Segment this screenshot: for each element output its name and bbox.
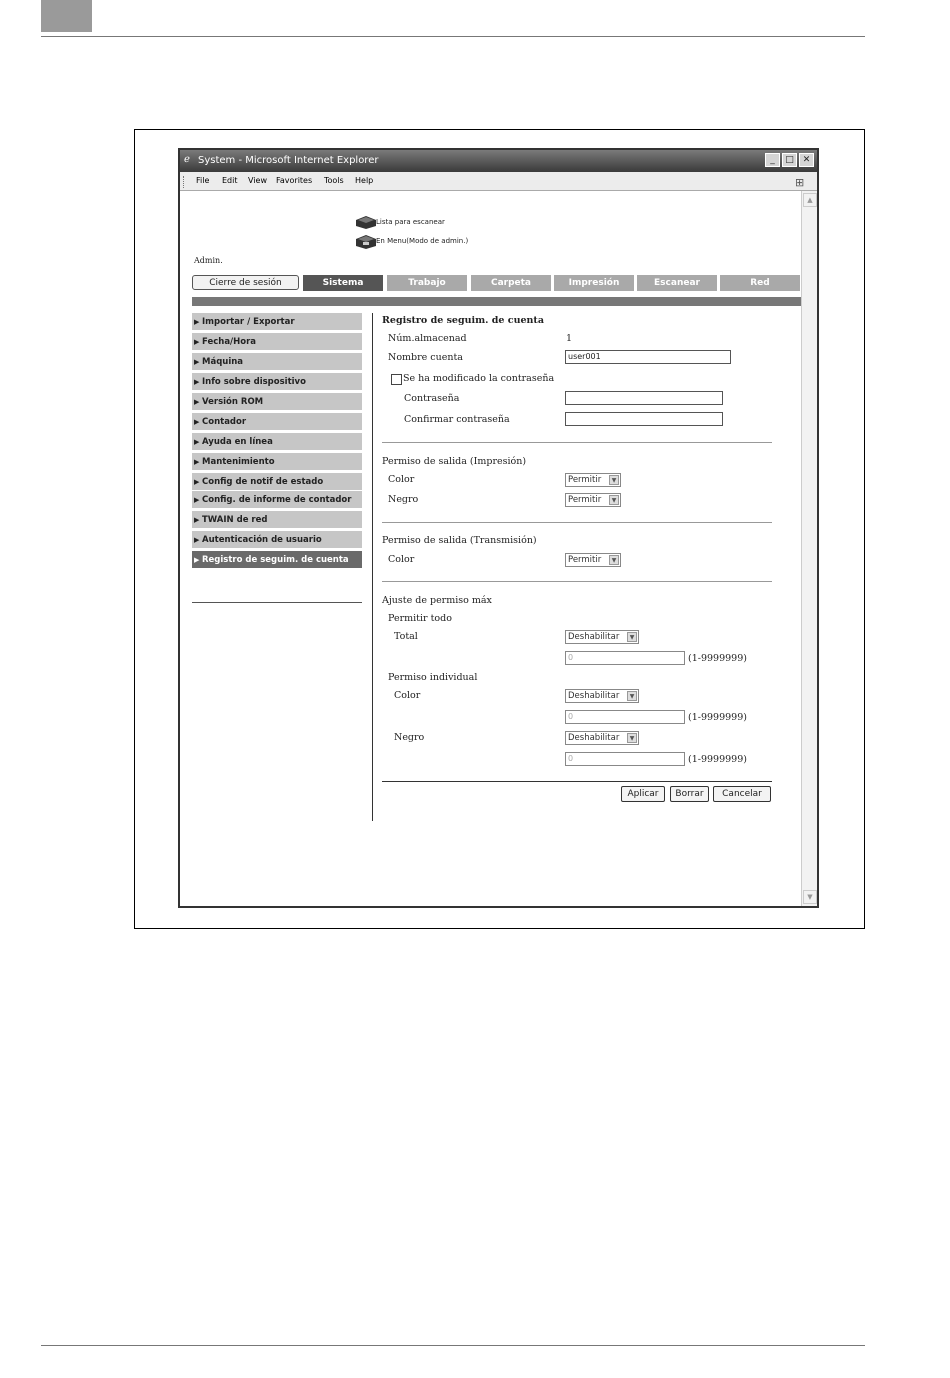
scroll-up-icon[interactable]: ▲ xyxy=(803,193,817,207)
printer-icon xyxy=(354,233,378,249)
chevron-down-icon: ▼ xyxy=(609,495,619,505)
max-permission-title: Ajuste de permiso máx xyxy=(382,595,492,606)
minimize-icon[interactable]: _ xyxy=(765,153,780,167)
sidebar-item-label: Máquina xyxy=(202,357,244,367)
arrow-right-icon: ▶ xyxy=(194,438,200,446)
sidebar-item-mantenimiento[interactable] xyxy=(192,453,362,471)
ind-color-label: Color xyxy=(394,690,421,701)
section-divider xyxy=(382,581,772,582)
chevron-down-icon: ▼ xyxy=(609,475,619,485)
password-label: Contraseña xyxy=(404,393,460,404)
ind-black-limit-input[interactable]: 0 xyxy=(565,752,685,766)
total-range-hint: (1-9999999) xyxy=(688,653,747,664)
password-input[interactable] xyxy=(565,391,723,405)
menu-view[interactable]: View xyxy=(248,176,267,185)
total-select[interactable] xyxy=(565,630,639,644)
sidebar-item-label: Fecha/Hora xyxy=(202,337,257,347)
printer-icon xyxy=(354,214,378,230)
scan-list-label[interactable]: Lista para escanear xyxy=(376,218,445,226)
password-changed-checkbox[interactable] xyxy=(391,374,402,385)
tab-carpeta[interactable]: Carpeta xyxy=(469,275,551,291)
num-value: 1 xyxy=(566,333,573,344)
toolbar-grip xyxy=(183,176,186,188)
print-permission-title: Permiso de salida (Impresión) xyxy=(382,456,527,467)
sidebar-item-importar-exportar[interactable] xyxy=(192,313,362,331)
print-black-value: Permitir xyxy=(568,495,602,505)
send-color-label: Color xyxy=(388,554,415,565)
admin-label: Admin. xyxy=(194,256,223,265)
sidebar-item-label: Info sobre dispositivo xyxy=(202,377,306,387)
tab-sistema[interactable]: Sistema xyxy=(301,275,383,291)
admin-menu-link[interactable] xyxy=(376,237,468,245)
chevron-down-icon: ▼ xyxy=(627,691,637,701)
footer-rule xyxy=(41,1345,865,1346)
sidebar-item-registro-cuenta[interactable] xyxy=(192,551,362,569)
page-content xyxy=(180,191,801,906)
sidebar-bottom-rule xyxy=(192,602,362,603)
sidebar-item-label: Versión ROM xyxy=(202,397,264,407)
vertical-scrollbar[interactable] xyxy=(801,191,817,906)
account-name-input[interactable]: user001 xyxy=(565,350,731,364)
password-confirm-input[interactable] xyxy=(565,412,723,426)
menu-edit[interactable]: Edit xyxy=(222,176,238,185)
ind-color-range-hint: (1-9999999) xyxy=(688,712,747,723)
num-label: Núm.almacenad xyxy=(388,333,467,344)
name-label: Nombre cuenta xyxy=(388,352,463,363)
print-black-select[interactable] xyxy=(565,493,621,507)
sidebar-item-label: TWAIN de red xyxy=(202,515,268,525)
sidebar-item-maquina[interactable] xyxy=(192,353,362,371)
ind-color-limit-input[interactable]: 0 xyxy=(565,710,685,724)
total-label: Total xyxy=(394,631,418,642)
total-limit-input[interactable]: 0 xyxy=(565,651,685,665)
total-select-value: Deshabilitar xyxy=(568,632,620,642)
arrow-right-icon: ▶ xyxy=(194,398,200,406)
arrow-right-icon: ▶ xyxy=(194,458,200,466)
sidebar-item-label: Autenticación de usuario xyxy=(202,535,322,545)
arrow-right-icon: ▶ xyxy=(194,496,200,504)
menu-bar xyxy=(180,172,817,191)
sidebar-item-version-rom[interactable] xyxy=(192,393,362,411)
scroll-down-icon[interactable]: ▼ xyxy=(803,890,817,904)
sidebar-item-twain[interactable] xyxy=(192,511,362,529)
section-divider xyxy=(382,442,772,443)
scan-list-link[interactable] xyxy=(376,218,445,226)
ie-icon: ℯ xyxy=(184,154,190,165)
arrow-right-icon: ▶ xyxy=(194,378,200,386)
ind-color-select-value: Deshabilitar xyxy=(568,691,620,701)
sidebar-item-info-dispositivo[interactable] xyxy=(192,373,362,391)
arrow-right-icon: ▶ xyxy=(194,536,200,544)
arrow-right-icon: ▶ xyxy=(194,556,200,564)
allow-all-label: Permitir todo xyxy=(388,613,452,624)
chevron-down-icon: ▼ xyxy=(627,733,637,743)
windows-logo-icon: ⊞ xyxy=(795,176,805,189)
print-color-value: Permitir xyxy=(568,475,602,485)
maximize-icon[interactable]: □ xyxy=(782,153,797,167)
sidebar-item-notif-estado[interactable] xyxy=(192,473,362,491)
tab-impresion[interactable]: Impresión xyxy=(552,275,634,291)
menu-tools[interactable]: Tools xyxy=(324,176,344,185)
apply-button[interactable]: Aplicar xyxy=(621,786,665,802)
tab-red[interactable]: Red xyxy=(718,275,800,291)
ind-black-label: Negro xyxy=(394,732,425,743)
sidebar-item-label: Mantenimiento xyxy=(202,457,275,467)
admin-menu-label[interactable]: En Menu(Modo de admin.) xyxy=(376,237,469,245)
arrow-right-icon: ▶ xyxy=(194,318,200,326)
print-color-select[interactable] xyxy=(565,473,621,487)
section-divider xyxy=(382,781,772,782)
sidebar-item-label: Registro de seguim. de cuenta xyxy=(202,555,349,565)
send-permission-title: Permiso de salida (Transmisión) xyxy=(382,535,537,546)
close-icon[interactable]: ✕ xyxy=(799,153,814,167)
arrow-right-icon: ▶ xyxy=(194,516,200,524)
cancel-button[interactable]: Cancelar xyxy=(713,786,771,802)
sidebar-item-autenticacion[interactable] xyxy=(192,531,362,549)
arrow-right-icon: ▶ xyxy=(194,358,200,366)
sidebar-item-contador[interactable] xyxy=(192,413,362,431)
tab-trabajo[interactable]: Trabajo xyxy=(385,275,467,291)
chevron-down-icon: ▼ xyxy=(627,632,637,642)
header-rule xyxy=(41,36,865,37)
content-divider xyxy=(372,313,373,821)
arrow-right-icon: ▶ xyxy=(194,338,200,346)
menu-file[interactable]: File xyxy=(196,176,210,185)
send-color-value: Permitir xyxy=(568,555,602,565)
print-black-label: Negro xyxy=(388,494,419,505)
print-color-label: Color xyxy=(388,474,415,485)
form-title: Registro de seguim. de cuenta xyxy=(382,315,544,326)
page-corner-tab xyxy=(41,0,92,32)
window-title: System - Microsoft Internet Explorer xyxy=(198,155,379,166)
sidebar-item-label: Config de notif de estado xyxy=(202,477,324,487)
chevron-down-icon: ▼ xyxy=(609,555,619,565)
sidebar-item-ayuda[interactable] xyxy=(192,433,362,451)
sidebar-item-label: Importar / Exportar xyxy=(202,317,295,327)
arrow-right-icon: ▶ xyxy=(194,478,200,486)
ind-black-select-value: Deshabilitar xyxy=(568,733,620,743)
send-color-select[interactable] xyxy=(565,553,621,567)
browser-window xyxy=(178,148,819,908)
tab-escanear[interactable]: Escanear xyxy=(635,275,717,291)
sidebar-item-label: Config. de informe de contador xyxy=(202,495,352,505)
sidebar-item-fecha-hora[interactable] xyxy=(192,333,362,351)
section-divider xyxy=(382,522,772,523)
menu-help[interactable]: Help xyxy=(355,176,374,185)
logout-button[interactable]: Cierre de sesión xyxy=(192,275,299,290)
clear-button[interactable]: Borrar xyxy=(670,786,709,802)
sidebar-item-informe-contador[interactable] xyxy=(192,491,362,509)
title-bar xyxy=(180,150,817,172)
ind-color-select[interactable] xyxy=(565,689,639,703)
individual-permission-label: Permiso individual xyxy=(388,672,478,683)
header-divider-bar xyxy=(192,297,801,306)
arrow-right-icon: ▶ xyxy=(194,418,200,426)
password-changed-label: Se ha modificado la contraseña xyxy=(403,373,555,384)
menu-favorites[interactable]: Favorites xyxy=(276,176,313,185)
ind-black-select[interactable] xyxy=(565,731,639,745)
sidebar-item-label: Ayuda en línea xyxy=(202,437,273,447)
sidebar-item-label: Contador xyxy=(202,417,247,427)
ind-black-range-hint: (1-9999999) xyxy=(688,754,747,765)
password-confirm-label: Confirmar contraseña xyxy=(404,414,510,425)
